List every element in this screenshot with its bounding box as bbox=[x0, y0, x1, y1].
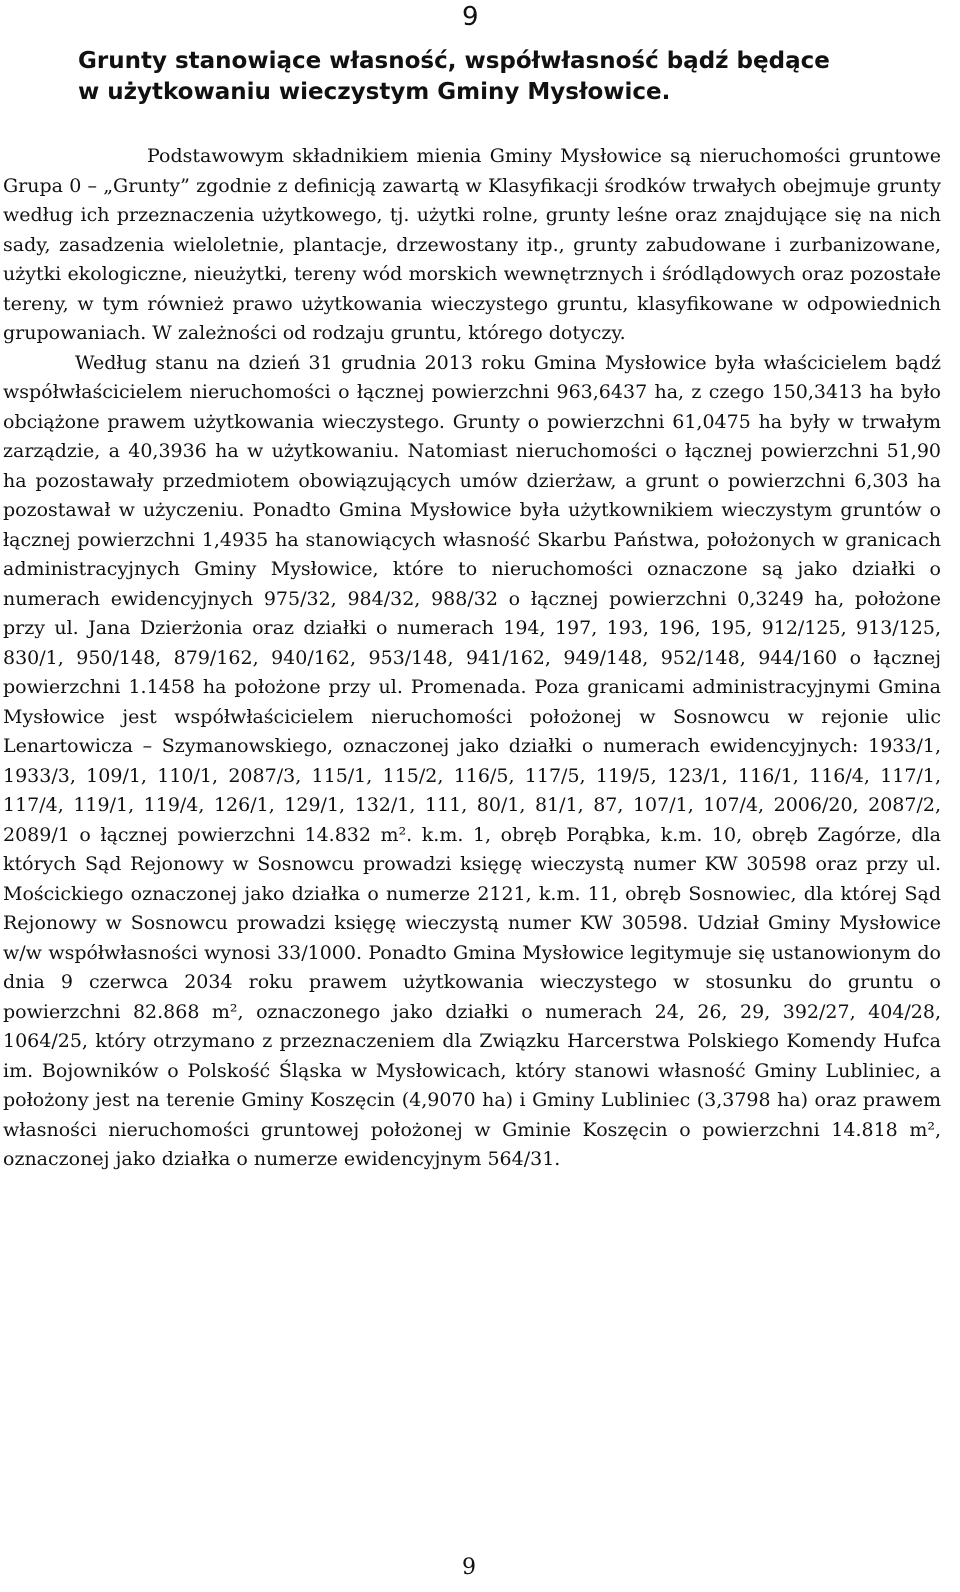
paragraph-land-status: Według stanu na dzień 31 grudnia 2013 roku Gmina Mysłowice była właścicielem bądź współwłaścicielem nieruchomości o łącznej powierzchni 963,6437 ha, z czego 150,3413 ha było obciążone prawem użytkowania wieczystego. Grunty o powierzchni 61,0475 ha były w trwałym zarządzie, a 40,3936 ha w użytkowaniu. Natomiast nieruchomości o łącznej powierzchni 51,90 ha pozostawały przedmiotem obowiązujących umów dzierżaw, a grunt o powierzchni 6,303 ha pozostawał w użyczeniu. Ponadto Gmina Mysłowice była użytkownikiem wieczystym gruntów o łącznej powierzchni 1,4935 ha stanowiących własność Skarbu Państwa, położonych w granicach administracyjnych Gminy Mysłowice, które to nieruchomości oznaczone są jako działki o numerach ewidencyjnych 975/32, 984/32, 988/32 o łącznej powierzchni 0,3249 ha, położone przy ul. Jana Dzierżonia oraz działki o numerach 194, 197, 193, 196, 195, 912/125, 913/125, 830/1, 950/148, 879/162, 940/162, 953/148, 941/162, 949/148, 952/148, 944/160 o łącznej powierzchni 1.1458 ha położone przy ul. Promenada. Poza granicami administracyjnymi Gmina Mysłowice jest współwłaścicielem nieruchomości położonej w Sosnowcu w rejonie ulic Lenartowicza – Szymanowskiego, oznaczonej jako działki o numerach ewidencyjnych: 1933/1, 1933/3, 109/1, 110/1, 2087/3, 115/1, 115/2, 116/5, 117/5, 119/5, 123/1, 116/1, 116/4, 117/1, 117/4, 119/1, 119/4, 126/1, 129/1, 132/1, 111, 80/1, 81/1, 87, 107/1, 107/4, 2006/20, 2087/2, 2089/1 o łącznej powierzchni 14.832 m². k.m. 1, obręb Porąbka, k.m. 10, obręb Zagórze, dla których Sąd Rejonowy w Sosnowcu prowadzi księgę wieczystą numer KW 30598 oraz przy ul. Mościckiego oznaczonej jako działka o numerze 2121, k.m. 11, obręb Sosnowiec, dla której Sąd Rejonowy w Sosnowcu prowadzi księgę wieczystą numer KW 30598. Udział Gminy Mysłowice w/w współwłasności wynosi 33/1000. Ponadto Gmina Mysłowice legitymuje się ustanowionym do dnia 9 czerwca 2034 roku prawem użytkowania wieczystego w stosunku do gruntu o powierzchni 82.868 m², oznaczonego jako działki o numerach 24, 26, 29, 392/27, 404/28, 1064/25, który otrzymano z przeznaczeniem dla Związku Harcerstwa Polskiego Komendy Hufca im. Bojowników o Polskość Śląska w Mysłowicach, który stanowi własność Gminy Lubliniec, a położony jest na terenie Gminy Koszęcin (4,9070 ha) i Gminy Lubliniec (3,3798 ha) oraz prawem własności nieruchomości gruntowej położonej w Gminie Koszęcin o powierzchni 14.818 m², oznaczonej jako działka o numerze ewidencyjnym 564/31. bbox=[3, 351, 941, 1170]
heading-line-2: w użytkowaniu wieczystym Gminy Mysłowice. bbox=[78, 79, 671, 105]
page-number-bottom: 9 bbox=[462, 1555, 476, 1580]
section-heading bbox=[78, 46, 948, 108]
paragraph-classification: Podstawowym składnikiem mienia Gminy Mysłowice są nieruchomości gruntowe Grupa 0 – „Grunty” zgodnie z definicją zawartą w Klasyfikacji środków trwałych obejmuje grunty według ich przeznaczenia użytkowego, tj. użytki rolne, grunty leśne oraz znajdujące się na nich sady, zasadzenia wieloletnie, plantacje, drzewostany itp., grunty zabudowane i zurbanizowane, użytki ekologiczne, nieużytki, tereny wód morskich wewnętrznych i śródlądowych oraz pozostałe tereny, w tym również prawo użytkowania wieczystego gruntu, klasyfikowane w odpowiednich grupowaniach. W zależności od rodzaju gruntu, którego dotyczy. bbox=[3, 145, 941, 344]
page-number-top: 9 bbox=[462, 2, 479, 32]
body-text bbox=[3, 142, 941, 1175]
heading-line-1: Grunty stanowiące własność, współwłasność bądź będące bbox=[78, 48, 830, 74]
